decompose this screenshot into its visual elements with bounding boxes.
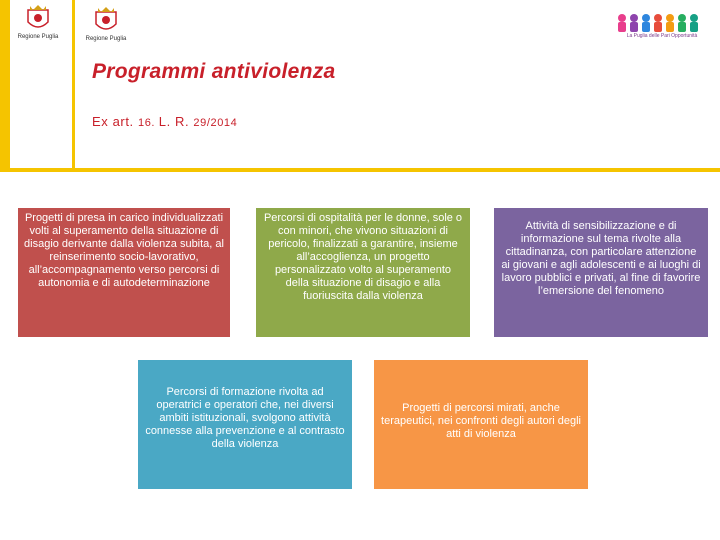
regione-puglia-logo: [10, 2, 66, 56]
program-box-presa-in-carico: [18, 208, 230, 337]
subtitle-law: L. R.: [158, 114, 194, 129]
program-box-formazione: [138, 360, 352, 489]
program-box-text: Progetti di presa in carico individualizzati volti al superamento della situazione di disagio derivante dalla violenza subita, al reinserimento socio-lavorativo, all’accompagnamento verso percorsi di autonomia e di autodeterminazione: [24, 212, 224, 289]
program-box-text: Attività di sensibilizzazione e di informazione sul tema rivolte alla cittadinanza, con particolare attenzione ai giovani e agli adolescenti e ai luoghi di lavoro pubblici e privati, al fine di favorire l’emersione del fenomeno: [501, 220, 701, 297]
pari-opportunita-figures-icon: [614, 10, 708, 46]
program-box-ospitalita: [256, 208, 470, 337]
program-box-autori-violenza: [374, 360, 588, 489]
header-divider-horizontal: [0, 168, 720, 172]
logo-caption: Regione Puglia: [85, 36, 127, 42]
regione-puglia-crest-icon: [92, 4, 120, 34]
page-subtitle: [92, 114, 237, 129]
logo-caption: Regione Puglia: [17, 34, 59, 40]
subtitle-year: 29/2014: [193, 117, 238, 129]
subtitle-prefix: Ex art.: [92, 114, 138, 129]
program-box-text: Percorsi di formazione rivolta ad operatrici e operatori che, nei diversi ambiti istituzionali, svolgono attività connesse alla prevenzione e al contrasto della violenza: [145, 386, 345, 450]
program-box-sensibilizzazione: [494, 208, 708, 337]
partner-logo-caption: La Puglia delle Pari Opportunità: [626, 33, 698, 39]
page-title: Programmi antiviolenza: [92, 60, 336, 83]
subtitle-article-number: 16.: [137, 117, 159, 129]
regione-puglia-crest-icon: [24, 2, 52, 32]
regione-puglia-logo: [78, 4, 134, 58]
yellow-accent-strip: [0, 0, 10, 172]
header-divider-vertical: [72, 0, 75, 172]
program-box-text: Progetti di percorsi mirati, anche terapeutici, nei confronti degli autori degli atti di violenza: [381, 402, 581, 440]
program-box-text: Percorsi di ospitalità per le donne, sole o con minori, che vivono situazioni di pericolo, finalizzati a garantire, insieme all’accoglienza, un progetto personalizzato volto al superamento della situazione di disagio e alla fuoriuscita dalla violenza: [263, 212, 463, 302]
